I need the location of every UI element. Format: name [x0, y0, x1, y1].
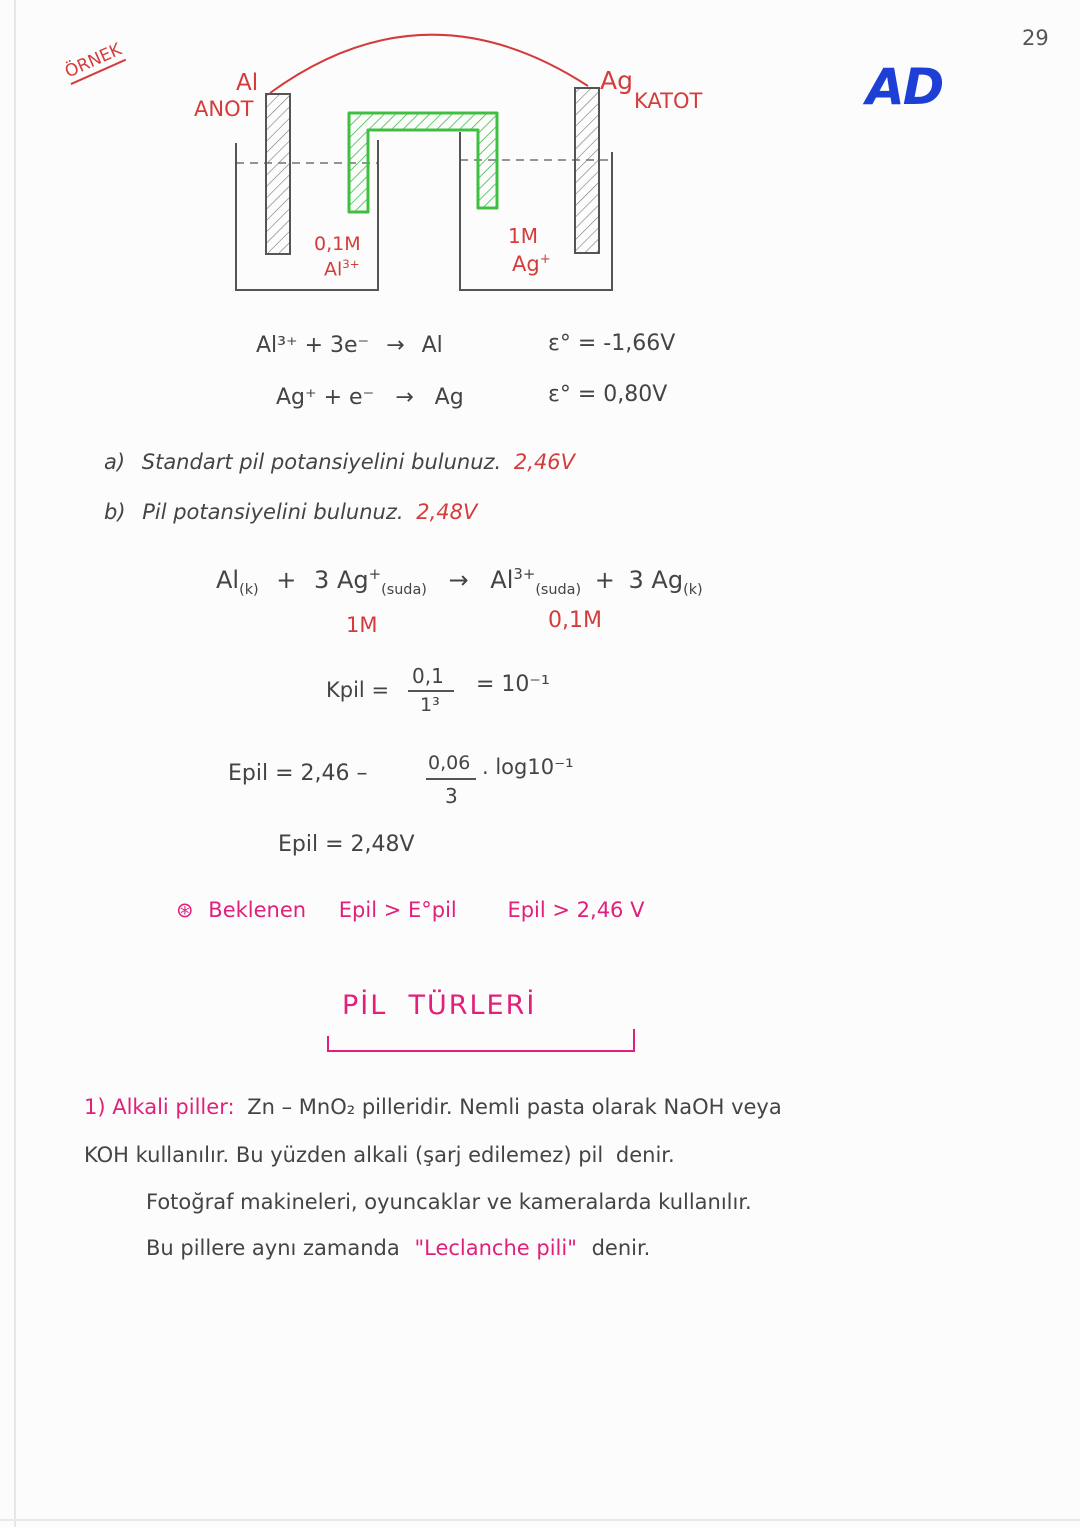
half-reaction-1-arrow: → — [386, 333, 405, 358]
question-b — [104, 500, 477, 524]
paragraph-line-3: Fotoğraf makineleri, oyuncaklar ve kameralarda kullanılır. — [146, 1190, 752, 1214]
note-relation-2: Epil > 2,46 V — [507, 898, 645, 922]
epil-formula-lhs: Epil = 2,46 – — [228, 761, 368, 786]
right-concentration: 1M — [508, 224, 538, 248]
example-label-text: ÖRNEK — [62, 39, 125, 83]
question-b-label: b) — [104, 500, 126, 524]
cathode-electrode — [575, 88, 599, 253]
half-reaction-1-left: Al³⁺ + 3e⁻ — [256, 333, 370, 358]
paragraph-line-1-text: Zn – MnO₂ pilleridir. Nemli pasta olarak NaOH veya — [247, 1095, 782, 1119]
question-a-answer: 2,46V — [513, 450, 576, 474]
half-reaction-1 — [256, 333, 443, 358]
note-bullet: ⊛ — [176, 898, 194, 922]
note-word: Beklenen — [208, 898, 307, 922]
reactant-ag-charge: + — [368, 565, 382, 583]
epil-formula-log: . log10⁻¹ — [482, 755, 574, 779]
salt-bridge — [349, 113, 497, 212]
product-al-state: (suda) — [535, 581, 582, 598]
cathode-label: KATOT — [634, 89, 703, 113]
section-title: PİL TÜRLERİ — [342, 990, 537, 1021]
half-reaction-2-right: Ag — [434, 385, 464, 410]
alkali-heading: 1) Alkali piller: — [84, 1095, 235, 1119]
left-ion-symbol: Al — [324, 258, 343, 281]
kpil-result: = 10⁻¹ — [476, 672, 550, 697]
reactant-al-state: (k) — [239, 581, 259, 598]
paragraph-line-2-text: KOH kullanılır. Bu yüzden alkali (şarj edilemez) pil — [84, 1143, 604, 1167]
epil-formula-numerator: 0,06 — [428, 752, 471, 774]
right-ion-charge: + — [539, 252, 551, 267]
question-a-label: a) — [104, 450, 126, 474]
half-reaction-2-arrow: → — [395, 385, 414, 410]
question-b-text: Pil potansiyelini bulunuz. — [142, 500, 404, 524]
leclanche-quote: "Leclanche pili" — [414, 1236, 577, 1260]
anode-electrode — [266, 94, 290, 254]
paragraph-line-4-end: denir. — [591, 1236, 651, 1260]
paragraph-line-4 — [146, 1236, 650, 1260]
reactant-al: Al — [216, 566, 240, 594]
question-b-answer: 2,48V — [416, 500, 478, 524]
epil-fraction-bar — [426, 778, 476, 780]
initials: AD — [866, 58, 943, 116]
kpil-denominator: 1³ — [420, 694, 440, 716]
net-arrow: → — [448, 566, 469, 594]
half-reaction-1-right: Al — [421, 333, 443, 358]
right-ion — [512, 252, 551, 276]
external-wire — [270, 35, 588, 93]
kpil-label: Kpil = — [326, 678, 390, 702]
question-a-text: Standart pil potansiyelini bulunuz. — [141, 450, 502, 474]
left-ion-charge: 3+ — [342, 257, 360, 271]
paragraph-line-2 — [84, 1143, 675, 1167]
page-number: 29 — [1022, 26, 1049, 50]
half-reaction-2-potential: ε° = 0,80V — [548, 382, 668, 407]
left-concentration: 0,1M — [314, 233, 361, 255]
kpil-numerator: 0,1 — [412, 664, 444, 688]
half-reaction-2-left: Ag⁺ + e⁻ — [276, 385, 375, 410]
anode-metal: Al — [236, 70, 259, 96]
right-ion-symbol: Ag — [512, 252, 540, 276]
plus-1: + — [276, 566, 297, 594]
product-al-charge: 3+ — [513, 565, 536, 583]
cathode-metal: Ag — [600, 66, 633, 95]
reactant-ag-state: (suda) — [381, 581, 427, 598]
reactant-ag-concentration: 1M — [346, 613, 378, 637]
kpil-fraction-bar — [408, 690, 454, 692]
left-ion — [324, 257, 360, 280]
plus-2: + — [594, 566, 615, 594]
page-bottom-edge — [0, 1519, 1080, 1521]
paragraph-line-2-end: denir. — [615, 1143, 675, 1167]
note-line — [176, 898, 644, 922]
anode-label: ANOT — [194, 97, 254, 121]
paragraph-line-1 — [84, 1095, 782, 1119]
epil-formula-denominator: 3 — [445, 784, 458, 808]
reactant-ag: 3 Ag — [314, 566, 369, 594]
question-a — [104, 450, 575, 474]
epil-result: Epil = 2,48V — [278, 832, 415, 857]
half-reaction-1-potential: ε° = -1,66V — [548, 331, 676, 356]
product-al: Al — [490, 566, 514, 594]
product-al-concentration: 0,1M — [548, 608, 602, 633]
section-title-underline — [0, 1020, 1080, 1080]
net-reaction — [216, 565, 703, 598]
half-reaction-2 — [276, 385, 464, 410]
note-relation: Epil > E°pil — [338, 898, 457, 922]
product-ag-state: (k) — [683, 581, 703, 598]
paragraph-line-4-text: Bu pillere aynı zamanda — [146, 1236, 400, 1260]
product-ag: 3 Ag — [628, 566, 684, 594]
